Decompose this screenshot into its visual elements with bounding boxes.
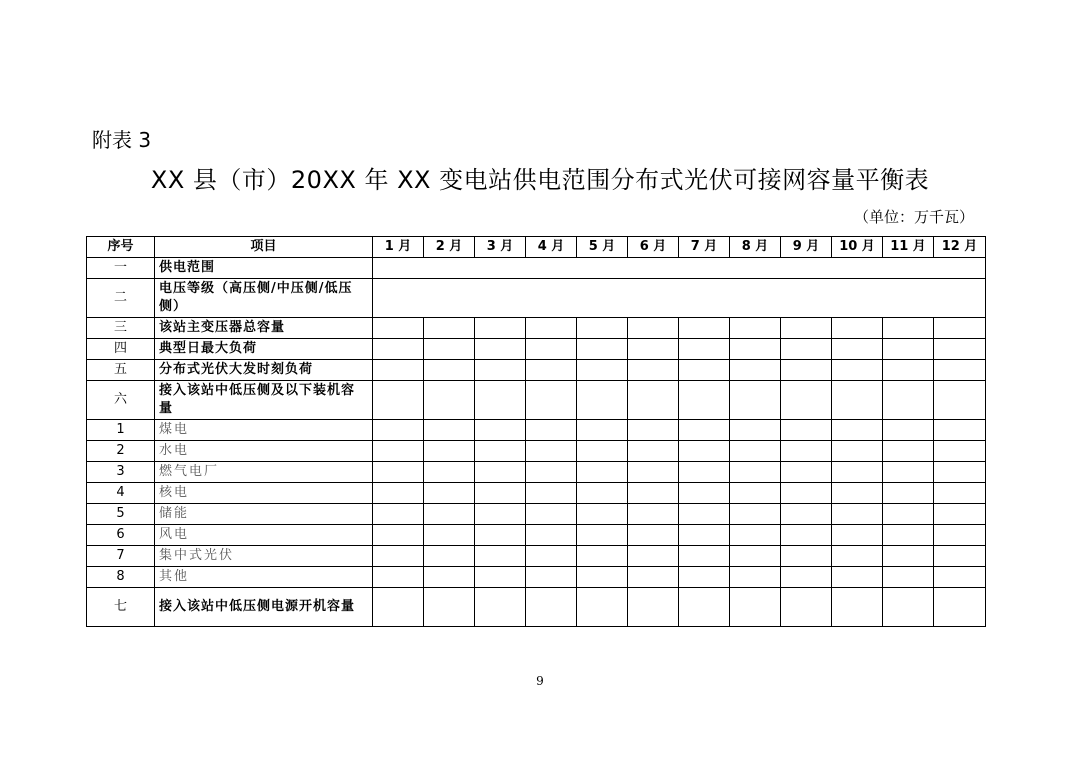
merged-value-cell [373, 279, 986, 318]
value-cell [730, 360, 781, 381]
value-cell [679, 483, 730, 504]
value-cell [730, 525, 781, 546]
value-cell [526, 381, 577, 420]
row-seq: 6 [87, 525, 155, 546]
value-cell [424, 441, 475, 462]
value-cell [373, 525, 424, 546]
value-cell [373, 588, 424, 627]
value-cell [883, 588, 934, 627]
value-cell [781, 441, 832, 462]
table-row [87, 339, 986, 360]
value-cell [730, 546, 781, 567]
value-cell [832, 588, 883, 627]
header-month: 7 月 [679, 237, 730, 258]
value-cell [577, 420, 628, 441]
value-cell [832, 420, 883, 441]
value-cell [883, 420, 934, 441]
value-cell [475, 360, 526, 381]
value-cell [475, 525, 526, 546]
value-cell [526, 546, 577, 567]
value-cell [424, 381, 475, 420]
header-month: 3 月 [475, 237, 526, 258]
header-month: 2 月 [424, 237, 475, 258]
value-cell [883, 567, 934, 588]
table-row [87, 381, 986, 420]
value-cell [883, 546, 934, 567]
value-cell [628, 504, 679, 525]
value-cell [883, 441, 934, 462]
value-cell [628, 546, 679, 567]
value-cell [577, 360, 628, 381]
table-row [87, 420, 986, 441]
row-item: 燃气电厂 [155, 462, 373, 483]
value-cell [781, 588, 832, 627]
table-row [87, 483, 986, 504]
row-seq: 2 [87, 441, 155, 462]
value-cell [934, 381, 986, 420]
row-seq: 三 [87, 318, 155, 339]
row-item: 典型日最大负荷 [155, 339, 373, 360]
value-cell [373, 546, 424, 567]
value-cell [628, 420, 679, 441]
value-cell [832, 546, 883, 567]
value-cell [424, 420, 475, 441]
value-cell [883, 504, 934, 525]
value-cell [628, 567, 679, 588]
row-seq: 一 [87, 258, 155, 279]
value-cell [832, 360, 883, 381]
value-cell [934, 462, 986, 483]
row-seq: 7 [87, 546, 155, 567]
value-cell [679, 381, 730, 420]
row-item: 水电 [155, 441, 373, 462]
row-seq: 七 [87, 588, 155, 627]
table-row [87, 258, 986, 279]
value-cell [475, 441, 526, 462]
row-seq: 四 [87, 339, 155, 360]
value-cell [781, 420, 832, 441]
table-row [87, 318, 986, 339]
value-cell [424, 588, 475, 627]
row-item: 其他 [155, 567, 373, 588]
value-cell [628, 381, 679, 420]
value-cell [679, 318, 730, 339]
value-cell [883, 462, 934, 483]
value-cell [526, 339, 577, 360]
value-cell [832, 441, 883, 462]
row-item: 核电 [155, 483, 373, 504]
value-cell [526, 462, 577, 483]
value-cell [577, 318, 628, 339]
value-cell [577, 504, 628, 525]
value-cell [628, 588, 679, 627]
header-month: 1 月 [373, 237, 424, 258]
value-cell [679, 588, 730, 627]
row-seq: 5 [87, 504, 155, 525]
value-cell [934, 546, 986, 567]
value-cell [934, 339, 986, 360]
value-cell [934, 483, 986, 504]
value-cell [577, 381, 628, 420]
value-cell [679, 567, 730, 588]
value-cell [373, 360, 424, 381]
value-cell [730, 567, 781, 588]
value-cell [781, 504, 832, 525]
value-cell [526, 420, 577, 441]
value-cell [628, 441, 679, 462]
value-cell [577, 441, 628, 462]
table-row [87, 504, 986, 525]
value-cell [781, 483, 832, 504]
header-month: 9 月 [781, 237, 832, 258]
value-cell [934, 318, 986, 339]
header-month: 11 月 [883, 237, 934, 258]
value-cell [424, 360, 475, 381]
table-row [87, 588, 986, 627]
header-item: 项目 [155, 237, 373, 258]
value-cell [475, 381, 526, 420]
row-item: 该站主变压器总容量 [155, 318, 373, 339]
value-cell [373, 567, 424, 588]
value-cell [883, 360, 934, 381]
value-cell [475, 318, 526, 339]
value-cell [628, 318, 679, 339]
value-cell [628, 525, 679, 546]
value-cell [730, 462, 781, 483]
row-seq: 1 [87, 420, 155, 441]
value-cell [424, 483, 475, 504]
value-cell [373, 339, 424, 360]
value-cell [679, 360, 730, 381]
row-seq: 二 [87, 279, 155, 318]
value-cell [526, 567, 577, 588]
table-row [87, 279, 986, 318]
table-row [87, 567, 986, 588]
value-cell [475, 420, 526, 441]
value-cell [526, 504, 577, 525]
value-cell [424, 546, 475, 567]
header-month: 4 月 [526, 237, 577, 258]
table-row [87, 462, 986, 483]
value-cell [934, 420, 986, 441]
value-cell [424, 339, 475, 360]
value-cell [628, 483, 679, 504]
table-title: XX 县（市）20XX 年 XX 变电站供电范围分布式光伏可接网容量平衡表 [150, 166, 930, 194]
table-row [87, 441, 986, 462]
row-item: 接入该站中低压侧电源开机容量 [155, 588, 373, 627]
value-cell [475, 588, 526, 627]
table-row [87, 546, 986, 567]
header-seq: 序号 [87, 237, 155, 258]
row-seq: 3 [87, 462, 155, 483]
value-cell [679, 420, 730, 441]
value-cell [832, 462, 883, 483]
value-cell [832, 525, 883, 546]
value-cell [577, 525, 628, 546]
value-cell [373, 318, 424, 339]
value-cell [781, 525, 832, 546]
value-cell [934, 360, 986, 381]
row-item: 供电范围 [155, 258, 373, 279]
value-cell [424, 504, 475, 525]
value-cell [832, 381, 883, 420]
row-seq: 五 [87, 360, 155, 381]
value-cell [373, 441, 424, 462]
value-cell [679, 546, 730, 567]
value-cell [730, 420, 781, 441]
value-cell [730, 441, 781, 462]
value-cell [781, 360, 832, 381]
value-cell [730, 504, 781, 525]
value-cell [475, 483, 526, 504]
value-cell [781, 381, 832, 420]
value-cell [628, 360, 679, 381]
value-cell [526, 483, 577, 504]
value-cell [781, 318, 832, 339]
row-item: 集中式光伏 [155, 546, 373, 567]
value-cell [730, 588, 781, 627]
row-seq: 六 [87, 381, 155, 420]
value-cell [730, 318, 781, 339]
header-month: 5 月 [577, 237, 628, 258]
value-cell [832, 483, 883, 504]
value-cell [628, 462, 679, 483]
value-cell [832, 318, 883, 339]
value-cell [424, 318, 475, 339]
value-cell [883, 339, 934, 360]
value-cell [730, 483, 781, 504]
value-cell [373, 381, 424, 420]
value-cell [781, 339, 832, 360]
table-row [87, 360, 986, 381]
value-cell [424, 462, 475, 483]
appendix-label: 附表 3 [92, 128, 152, 152]
header-month: 6 月 [628, 237, 679, 258]
value-cell [679, 462, 730, 483]
header-row [87, 237, 986, 258]
value-cell [577, 339, 628, 360]
value-cell [628, 339, 679, 360]
page-number: 9 [536, 674, 544, 688]
value-cell [577, 462, 628, 483]
value-cell [475, 546, 526, 567]
value-cell [934, 504, 986, 525]
value-cell [679, 441, 730, 462]
value-cell [373, 462, 424, 483]
value-cell [832, 567, 883, 588]
value-cell [577, 588, 628, 627]
value-cell [424, 567, 475, 588]
header-month: 12 月 [934, 237, 986, 258]
value-cell [781, 462, 832, 483]
value-cell [934, 588, 986, 627]
value-cell [475, 462, 526, 483]
value-cell [934, 525, 986, 546]
value-cell [475, 567, 526, 588]
header-month: 8 月 [730, 237, 781, 258]
value-cell [373, 483, 424, 504]
value-cell [526, 441, 577, 462]
value-cell [526, 360, 577, 381]
value-cell [781, 567, 832, 588]
value-cell [373, 420, 424, 441]
header-month: 10 月 [832, 237, 883, 258]
row-seq: 4 [87, 483, 155, 504]
value-cell [577, 567, 628, 588]
value-cell [679, 504, 730, 525]
value-cell [475, 504, 526, 525]
value-cell [577, 546, 628, 567]
value-cell [577, 483, 628, 504]
row-item: 储能 [155, 504, 373, 525]
row-item: 风电 [155, 525, 373, 546]
balance-table [86, 236, 986, 627]
value-cell [934, 567, 986, 588]
value-cell [832, 339, 883, 360]
value-cell [883, 483, 934, 504]
value-cell [679, 339, 730, 360]
value-cell [730, 381, 781, 420]
value-cell [526, 588, 577, 627]
table-row [87, 525, 986, 546]
value-cell [424, 525, 475, 546]
value-cell [730, 339, 781, 360]
merged-value-cell [373, 258, 986, 279]
row-seq: 8 [87, 567, 155, 588]
value-cell [781, 546, 832, 567]
value-cell [934, 441, 986, 462]
value-cell [883, 381, 934, 420]
value-cell [526, 525, 577, 546]
row-item: 煤电 [155, 420, 373, 441]
unit-note: （单位：万千瓦） [853, 208, 974, 226]
row-item: 分布式光伏大发时刻负荷 [155, 360, 373, 381]
value-cell [679, 525, 730, 546]
value-cell [883, 525, 934, 546]
row-item: 电压等级（高压侧/中压侧/低压侧） [155, 279, 373, 318]
value-cell [883, 318, 934, 339]
value-cell [526, 318, 577, 339]
value-cell [832, 504, 883, 525]
value-cell [475, 339, 526, 360]
value-cell [373, 504, 424, 525]
row-item: 接入该站中低压侧及以下装机容量 [155, 381, 373, 420]
